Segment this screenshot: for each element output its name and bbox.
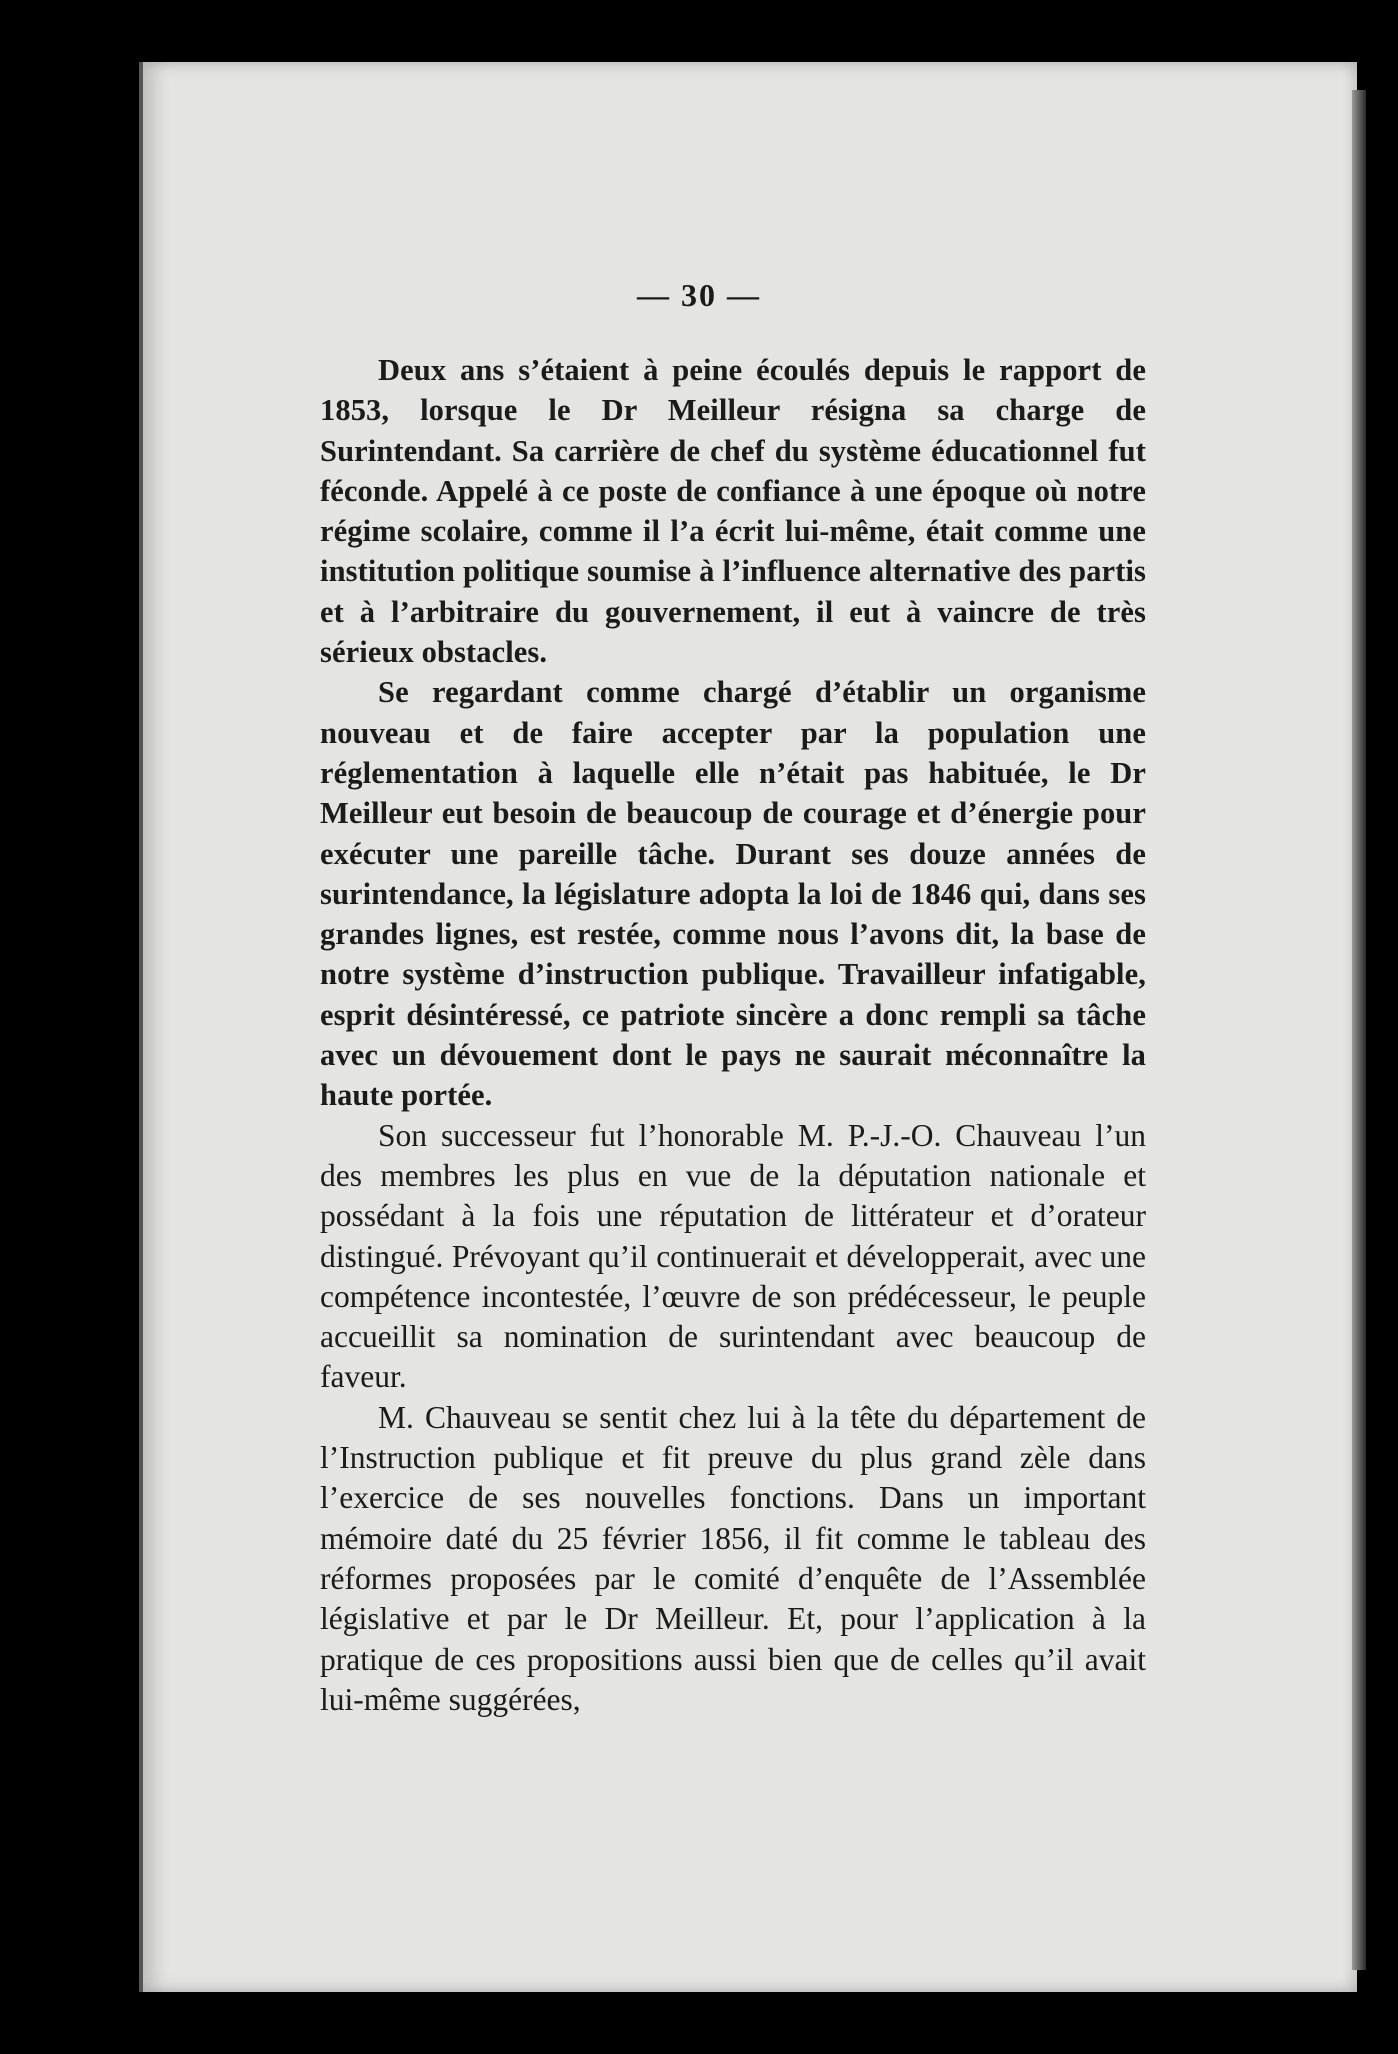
paragraph-1: Deux ans s’étaient à peine écoulés depuis le rapport de 1853, lorsque le Dr Meilleur résigna sa charge de Surintendant. Sa carrière de chef du système éducationnel fut féconde. Appelé à ce poste de confiance à une époque où notre régime scolaire, comme il l’a écrit lui-même, était comme une institution politique soumise à l’influence alternative des partis et à l’arbitraire du gouvernement, il eut à vaincre de très sérieux obstacles. bbox=[320, 353, 1146, 670]
body-text bbox=[320, 350, 1146, 1720]
page-right-edge bbox=[1352, 90, 1366, 1970]
page-spine-edge bbox=[139, 62, 143, 1992]
paragraph-2: Se regardant comme chargé d’établir un organisme nouveau et de faire accepter par la population une réglementation à laquelle elle n’était pas habituée, le Dr Meilleur eut besoin de beaucoup de courage et d’énergie pour exécuter une pareille tâche. Durant ses douze années de surintendance, la législature adopta la loi de 1846 qui, dans ses grandes lignes, est restée, comme nous l’avons dit, la base de notre système d’instruction publique. Travailleur infatigable, esprit désintéressé, ce patriote sincère a donc rempli sa tâche avec un dévouement dont le pays ne saurait méconnaître la haute portée. bbox=[320, 675, 1146, 1113]
paragraph-4: M. Chauveau se sentit chez lui à la tête du département de l’Instruction publique et fit preuve du plus grand zèle dans l’exercice de ses nouvelles fonctions. Dans un important mémoire daté du 25 février 1856, il fit comme le tableau des réformes proposées par le comité d’enquête de l’Assemblée législative et par le Dr Meilleur. Et, pour l’application à la pratique de ces propositions aussi bien que de celles qu’il avait lui-même suggérées, bbox=[320, 1399, 1146, 1717]
page-number: — 30 — bbox=[637, 277, 761, 313]
paragraph-3: Son successeur fut l’honorable M. P.-J.-O. Chauveau l’un des membres les plus en vue de la députation nationale et possédant à la fois une réputation de littérateur et d’orateur distingué. Prévoyant qu’il continuerait et développerait, avec une compétence incontestée, l’œuvre de son prédécesseur, le peuple accueillit sa nomination de surintendant avec beaucoup de faveur. bbox=[320, 1117, 1146, 1395]
